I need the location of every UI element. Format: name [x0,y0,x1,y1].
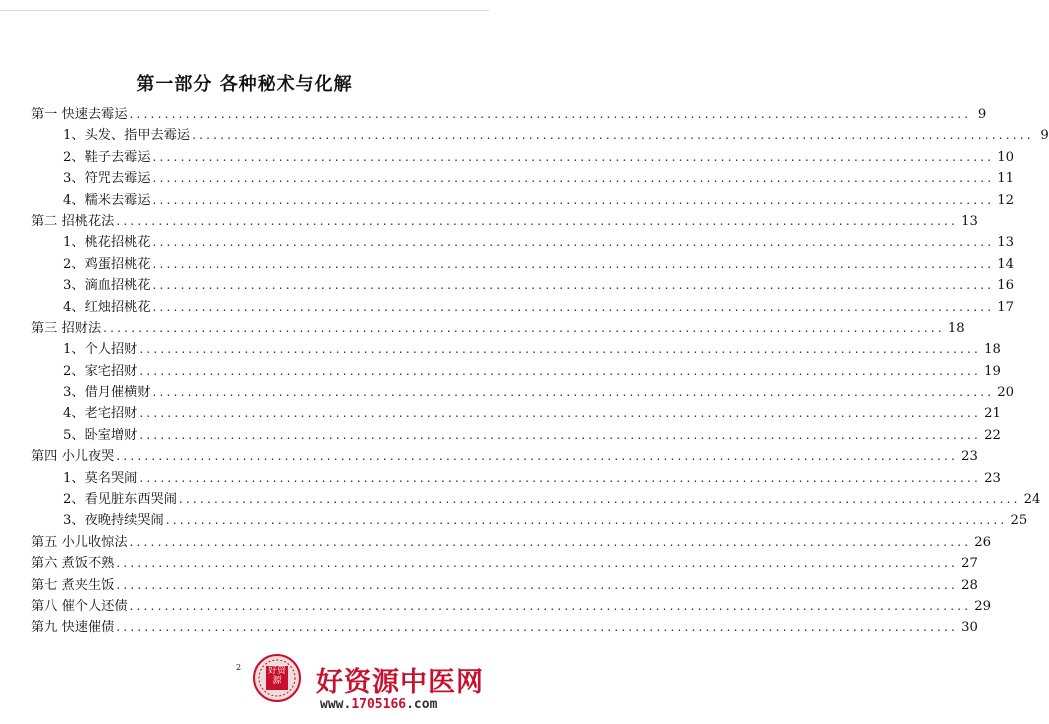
toc-entry-label: 第六 煮饭不熟 [31,556,115,572]
toc-entry-page: 18 [947,320,965,336]
toc-subentry[interactable] [31,361,1001,382]
toc-entry-label: 第八 催个人还债 [31,598,128,614]
toc-entry-label: 1、头发、指甲去霉运 [63,128,191,144]
toc-entry-label: 3、滴血招桃花 [63,278,151,294]
toc-leader-dots: ........................................................................................................................ [139,427,982,442]
toc-entry-page: 16 [997,278,1015,294]
toc-entry-label: 5、卧室增财 [63,427,138,443]
toc-leader-dots: ........................................................................................................................ [165,513,1008,528]
toc-leader-dots: ........................................................................................................................ [152,278,995,293]
toc-subentry[interactable] [31,510,1028,531]
toc-entry-page: 13 [961,213,978,229]
toc-entry-label: 4、老宅招财 [63,406,138,422]
toc-entry-page: 26 [974,534,992,550]
toc-entry-label: 第三 招财法 [31,320,102,336]
toc-entry-page: 9 [1040,128,1049,144]
toc-entry-page: 9 [977,107,987,122]
toc-leader-dots: ........................................................................................................................ [129,107,972,121]
toc-entry-label: 2、看见脏东西哭闹 [63,492,177,508]
toc-subentry[interactable] [31,125,1049,146]
toc-leader-dots: ........................................................................................................................ [139,406,982,421]
toc-entry-page: 19 [984,363,1001,379]
toc-entry-page: 27 [961,556,978,572]
toc-entry-label: 1、个人招财 [63,342,138,358]
toc-entry-label: 2、鸡蛋招桃花 [63,256,151,272]
toc-subentry[interactable] [31,147,1015,168]
toc-entry-page: 28 [961,577,978,593]
toc-entry-page: 25 [1010,513,1028,529]
toc-leader-dots: ........................................................................................................................ [129,534,972,549]
toc-subentry[interactable] [31,190,1015,211]
toc-entry-page: 14 [997,256,1015,272]
toc-entry-page: 12 [997,192,1015,208]
toc-entry[interactable] [31,104,987,125]
toc-subentry[interactable] [31,489,1041,510]
toc-entry-label: 3、符咒去霉运 [63,171,151,187]
toc-entry-page: 22 [984,427,1001,443]
toc-entry-label: 第七 煮夹生饭 [31,577,115,593]
toc-leader-dots: ........................................................................................................................ [116,620,959,635]
toc-entry-label: 第一 快速去霉运 [31,107,128,122]
toc-leader-dots: ........................................................................................................................ [152,149,995,164]
toc-leader-dots: ........................................................................................................................ [139,363,982,378]
watermark-seal-text: 好资源 [267,666,286,686]
toc-entry[interactable] [31,318,965,339]
toc-entry-page: 29 [974,598,992,614]
toc-entry[interactable] [31,532,992,553]
page-number: 2 [236,663,242,672]
toc-entry[interactable] [31,596,992,617]
toc-entry[interactable] [31,211,978,232]
toc-subentry[interactable] [31,425,1001,446]
toc-leader-dots: ........................................................................................................................ [152,385,995,400]
toc-leader-dots: ........................................................................................................................ [192,128,1034,143]
toc-entry-label: 4、糯米去霉运 [63,192,151,208]
toc-subentry[interactable] [31,254,1015,275]
toc-entry-label: 2、家宅招财 [63,363,138,379]
toc-entry-label: 1、莫名哭闹 [63,470,138,486]
toc-leader-dots: ........................................................................................................................ [116,449,959,464]
table-of-contents [31,104,1049,639]
toc-entry-page: 13 [997,235,1015,251]
toc-entry[interactable] [31,617,978,638]
toc-entry-page: 10 [997,149,1015,165]
toc-subentry[interactable] [31,297,1015,318]
toc-entry[interactable] [31,446,978,467]
toc-entry-page: 23 [961,449,978,465]
toc-entry-page: 21 [984,406,1001,422]
toc-entry-label: 第四 小儿夜哭 [31,449,115,465]
watermark-url: www.1705166.com [320,697,438,712]
toc-subentry[interactable] [31,468,1001,489]
toc-leader-dots: ........................................................................................................................ [116,556,959,571]
toc-leader-dots: ........................................................................................................................ [152,192,995,207]
toc-entry-page: 18 [984,342,1001,358]
toc-entry-page: 24 [1023,492,1041,508]
toc-leader-dots: ........................................................................................................................ [129,598,972,613]
toc-leader-dots: ........................................................................................................................ [152,235,995,250]
toc-leader-dots: ........................................................................................................................ [139,470,982,485]
top-rule [0,10,489,11]
toc-leader-dots: ........................................................................................................................ [103,320,945,335]
toc-subentry[interactable] [31,275,1015,296]
toc-entry-label: 3、夜晚持续哭闹 [63,513,164,529]
toc-entry-page: 20 [997,385,1015,401]
toc-subentry[interactable] [31,403,1001,424]
toc-subentry[interactable] [31,382,1015,403]
toc-entry-page: 23 [984,470,1001,486]
toc-entry-label: 3、借月催横财 [63,385,151,401]
toc-entry[interactable] [31,575,978,596]
toc-entry-label: 4、红烛招桃花 [63,299,151,315]
watermark-brand: 好资源中医网 [316,667,484,698]
toc-entry-page: 11 [997,171,1015,187]
toc-entry-page: 17 [997,299,1015,315]
toc-leader-dots: ........................................................................................................................ [139,342,982,357]
toc-entry-label: 第五 小儿收惊法 [31,534,128,550]
toc-leader-dots: ........................................................................................................................ [116,213,959,228]
page-title: 第一部分 各种秘术与化解 [136,74,353,95]
toc-subentry[interactable] [31,339,1001,360]
toc-leader-dots: ........................................................................................................................ [152,171,995,186]
toc-leader-dots: ........................................................................................................................ [152,299,995,314]
toc-entry[interactable] [31,553,978,574]
toc-entry-label: 2、鞋子去霉运 [63,149,151,165]
toc-entry-label: 1、桃花招桃花 [63,235,151,251]
toc-entry-page: 30 [961,620,978,636]
toc-entry-label: 第九 快速催债 [31,620,115,636]
toc-subentry[interactable] [31,232,1015,253]
toc-subentry[interactable] [31,168,1015,189]
toc-leader-dots: ........................................................................................................................ [152,256,995,271]
toc-entry-label: 第二 招桃花法 [31,213,115,229]
toc-leader-dots: ........................................................................................................................ [116,577,959,592]
toc-leader-dots: ........................................................................................................................ [178,492,1021,507]
